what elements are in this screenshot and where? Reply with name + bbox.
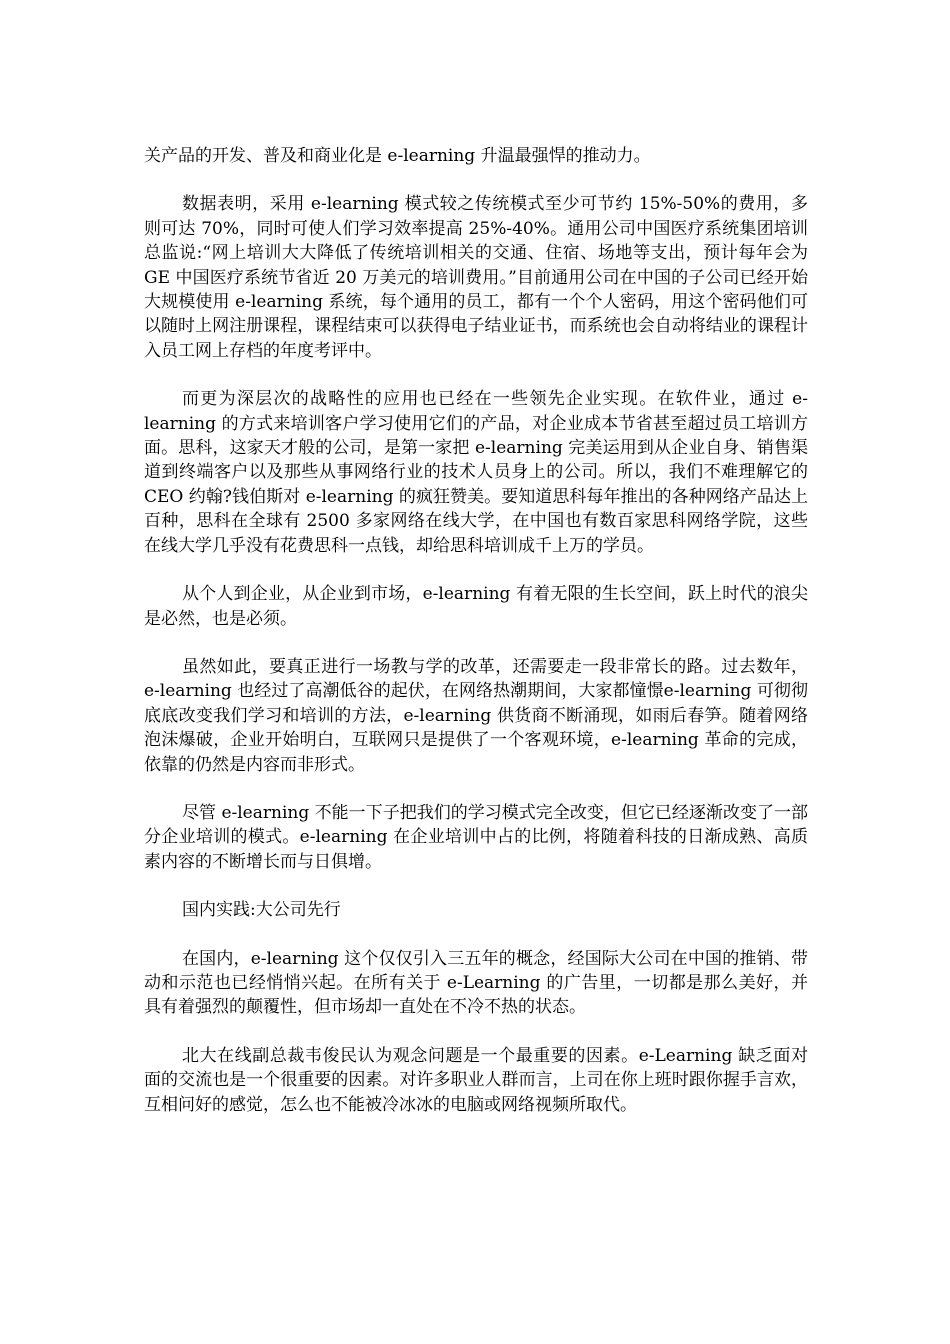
paragraph-strategic-application: 而更为深层次的战略性的应用也已经在一些领先企业实现。在软件业，通过 e-learning 的方式来培训客户学习使用它们的产品，对企业成本节省甚至超过员工培训方面。思科，这家天才般的公司，是第一家把 e-learning 完美运用到从企业自身、销售渠道到终端客户以及那些从事网络行业的技术人员身上的公司。所以，我们不难理解它的CEO 约翰?钱伯斯对 e-learning 的疯狂赞美。要知道思科每年推出的各种网络产品达上百种，思科在全球有 2500 多家网络在线大学，在中国也有数百家思科网络学院，这些在线大学几乎没有花费思科一点钱，却给思科培训成千上万的学员。	[144, 389, 808, 556]
paragraph-gradual-change: 尽管 e-learning 不能一下子把我们的学习模式完全改变，但它已经逐渐改变了一部分企业培训的模式。e-learning 在企业培训中占的比例，将随着科技的日渐成熟、高质素内容的不断增长而与日俱增。	[144, 802, 808, 872]
paragraph-cost-savings: 数据表明，采用 e-learning 模式较之传统模式至少可节约 15%-50%的费用，多则可达 70%，同时可使人们学习效率提高 25%-40%。通用公司中国医疗系统集团培训总监说:“网上培训大大降低了传统培训相关的交通、住宿、场地等支出，预计每年会为GE 中国医疗系统节省近 20 万美元的培训费用。”目前通用公司在中国的子公司已经开始大规模使用 e-learning 系统，每个通用的员工，都有一个个人密码，用这个密码他们可以随时上网注册课程，课程结束可以获得电子结业证书，而系统也会自动将结业的课程计入员工网上存档的年度考评中。	[144, 194, 808, 361]
paragraph-growth-space: 从个人到企业，从企业到市场，e-learning 有着无限的生长空间，跃上时代的浪尖是必然，也是必须。	[144, 584, 808, 629]
section-heading-domestic-practice: 国内实践:大公司先行	[182, 900, 341, 921]
paragraph-long-road: 虽然如此，要真正进行一场教与学的改革，还需要走一段非常长的路。过去数年，e-learning 也经过了高潮低谷的起伏，在网络热潮期间，大家都憧憬e-learning 可彻彻底底改变我们学习和培训的方法，e-learning 供货商不断涌现，如雨后春笋。随着网络泡沫爆破，企业开始明白，互联网只是提供了一个客观环境，e-learning 革命的完成，依靠的仍然是内容而非形式。	[144, 656, 808, 775]
paragraph-continuation: 关产品的开发、普及和商业化是 e-learning 升温最强悍的推动力。	[144, 146, 651, 166]
document-body	[144, 144, 808, 1141]
paragraph-concept-issue: 北大在线副总裁韦俊民认为观念问题是一个最重要的因素。e-Learning 缺乏面对面的交流也是一个很重要的因素。对许多职业人群而言，上司在你上班时跟你握手言欢，互相问好的感觉，怎么也不能被冷冰冰的电脑或网络视频所取代。	[144, 1045, 808, 1115]
paragraph-domestic-market: 在国内，e-learning 这个仅仅引入三五年的概念，经国际大公司在中国的推销、带动和示范也已经悄悄兴起。在所有关于 e-Learning 的广告里，一切都是那么美好，并具有着强烈的颠覆性，但市场却一直处在不冷不热的状态。	[144, 948, 808, 1018]
